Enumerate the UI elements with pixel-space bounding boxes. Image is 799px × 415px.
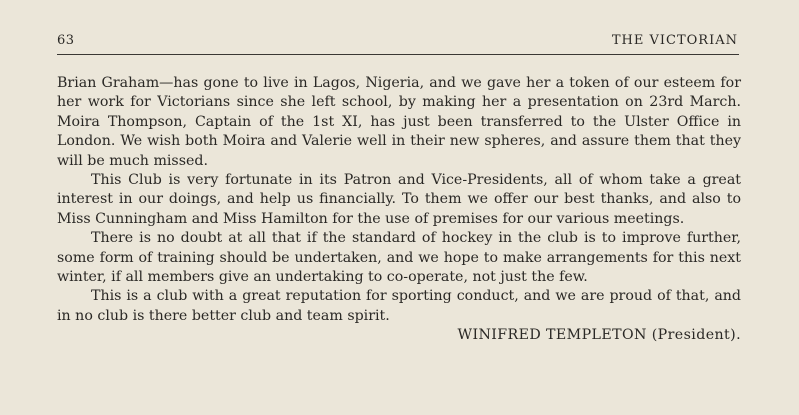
paragraph: This Club is very fortunate in its Patron and Vice-Presidents, all of whom take a great interest in our doings, and help us financially. To them we offer our best thanks, and also to Miss Cunningham and Miss Hamilton for the use of premises for our various meetings.: [57, 172, 741, 227]
running-title: THE VICTORIAN: [611, 33, 738, 48]
paragraph: There is no doubt at all that if the standard of hockey in the club is to improve further, some form of training should be undertaken, and we hope to make arrangements for this next winter, if all members give an undertaking to co-operate, not just the few.: [57, 230, 741, 286]
page-number: 63: [57, 33, 75, 48]
paragraph: This is a club with a great reputation for sporting conduct, and we are proud of that, and in no club is there better club and team spirit.: [57, 288, 741, 324]
article-body: [57, 74, 741, 346]
header-rule: [57, 54, 739, 55]
paragraph: Brian Graham—has gone to live in Lagos, Nigeria, and we gave her a token of our esteem for her work for Victorians since she left school, by making her a presentation on 23rd March. Moira Thompson, Captain of the 1st XI, has just been transferred to the Ulster Office in London. We wish both Moira and Valerie well in their new spheres, and assure them that they will be much missed.: [57, 75, 741, 169]
page-header: [0, 0, 799, 60]
signature: WINIFRED TEMPLETON (President).: [457, 327, 741, 344]
